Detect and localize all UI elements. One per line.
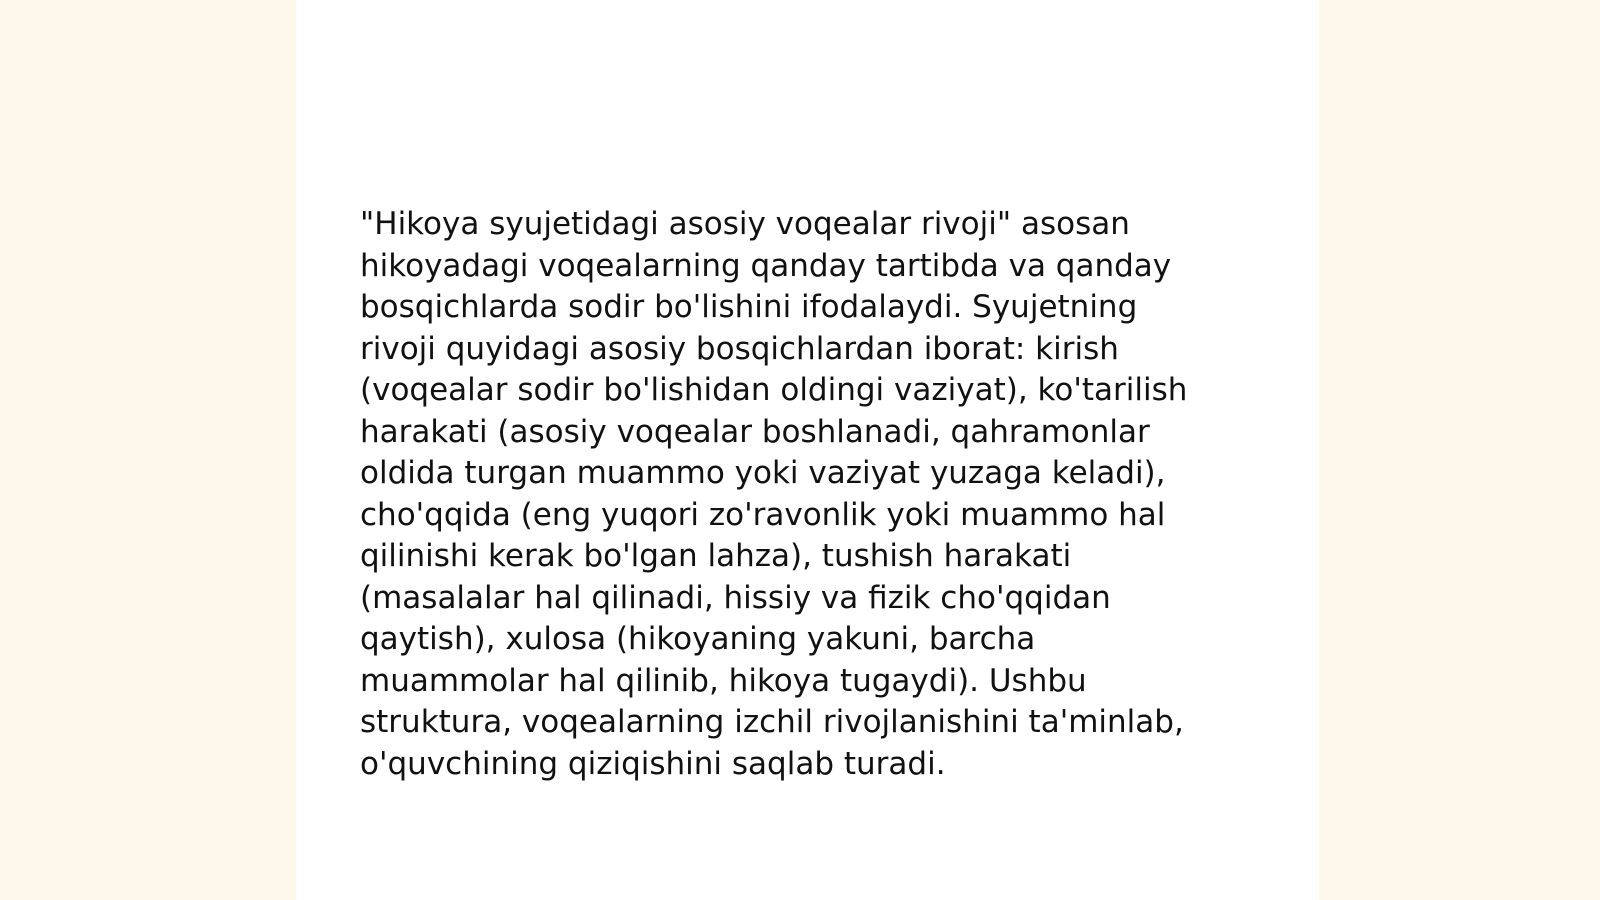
paragraph-line: (masalalar hal qilinadi, hissiy va fizik cho'qqidan (360, 579, 1111, 616)
paragraph-line: muammolar hal qilinib, hikoya tugaydi). Ushbu (360, 662, 1087, 699)
paragraph-line: cho'qqida (eng yuqori zo'ravonlik yoki muammo hal (360, 496, 1166, 533)
paragraph-line: struktura, voqealarning izchil rivojlanishini ta'minlab, (360, 704, 1184, 740)
paragraph-line: oldida turgan muammo yoki vaziyat yuzaga keladi), (360, 455, 1166, 491)
paragraph-line: o'quvchining qiziqishini saqlab turadi. (360, 745, 946, 782)
paragraph-line: rivoji quyidagi asosiy bosqichlardan iborat: kirish (360, 330, 1119, 367)
paragraph-line: harakati (asosiy voqealar boshlanadi, qahramonlar (360, 413, 1150, 450)
paragraph-line: hikoyadagi voqealarning qanday tartibda va qanday (360, 247, 1172, 284)
paragraph-line: qaytish), xulosa (hikoyaning yakuni, barcha (360, 621, 1036, 657)
paragraph-line: bosqichlarda sodir bo'lishini ifodalaydi. Syujetning (360, 289, 1138, 325)
paragraph-line: (voqealar sodir bo'lishidan oldingi vaziyat), ko'tarilish (360, 372, 1188, 408)
paragraph-line: qilinishi kerak bo'lgan lahza), tushish harakati (360, 538, 1072, 574)
document-page (296, 0, 1319, 900)
body-paragraph (360, 204, 1240, 785)
paragraph-line: "Hikoya syujetidagi asosiy voqealar rivoji" asosan (360, 206, 1130, 242)
